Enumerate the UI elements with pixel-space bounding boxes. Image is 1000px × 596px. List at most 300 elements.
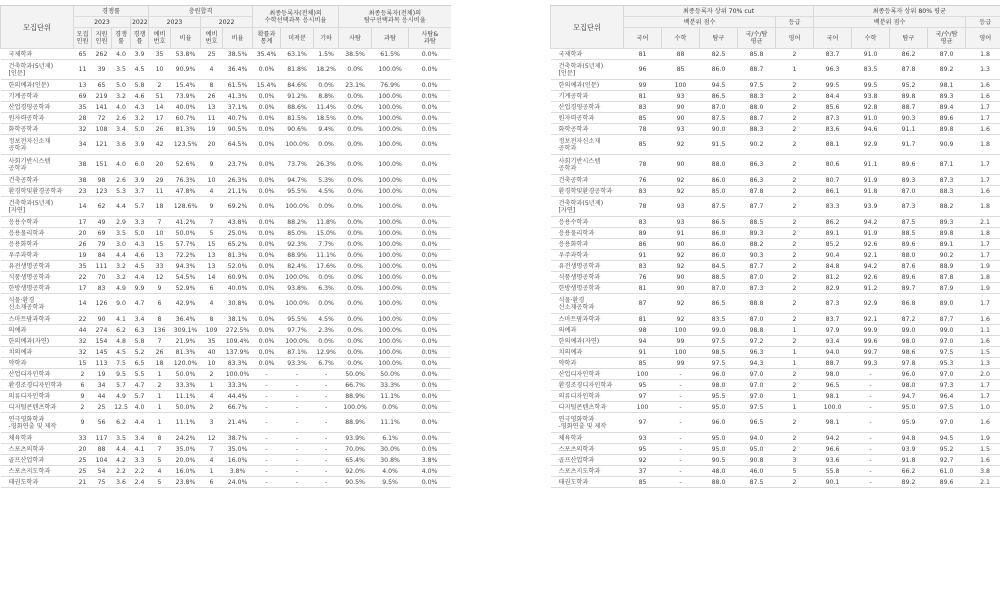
table-cell: 90: [662, 113, 700, 124]
table-cell: 0.0%: [253, 124, 281, 135]
table-cell: 4.5: [131, 60, 149, 80]
table-row: [1, 102, 451, 113]
table-cell: 97: [624, 391, 662, 402]
table-cell: 97.0: [738, 391, 776, 402]
table-cell: 100.0%: [281, 336, 314, 347]
table-cell: 11.1%: [314, 250, 339, 261]
table-cell: 90.3: [890, 113, 928, 124]
table-cell: 2: [776, 217, 814, 228]
table-cell: 98.6: [890, 347, 928, 358]
table-cell: 88.9%: [339, 391, 372, 402]
table-cell: 35: [74, 102, 92, 113]
table-cell: -: [662, 466, 700, 477]
table-cell: 1.7: [966, 113, 1000, 124]
table-cell: 128.6%: [171, 197, 201, 217]
table-cell: 2: [776, 369, 814, 380]
table-row: [551, 261, 1000, 272]
table-cell: 100.0%: [372, 102, 409, 113]
table-cell: 69.2%: [223, 197, 253, 217]
table-cell: 17.6%: [314, 261, 339, 272]
table-cell: 6: [149, 294, 171, 314]
table-cell: 4.5%: [314, 314, 339, 325]
table-cell: 94.7: [890, 391, 928, 402]
table-cell: 0.0%: [409, 433, 451, 444]
table-cell: 0.0%: [253, 91, 281, 102]
table-cell: 5.3%: [314, 175, 339, 186]
table-cell: 2: [776, 477, 814, 488]
table-cell: 99: [662, 358, 700, 369]
unit-name: 태권도학과: [551, 477, 624, 488]
table-cell: 5.3: [112, 186, 131, 197]
table-cell: 35.4%: [253, 49, 281, 60]
table-cell: 2: [776, 314, 814, 325]
table-cell: 1.6: [966, 124, 1000, 135]
table-cell: -: [253, 380, 281, 391]
table-cell: 84.5: [700, 261, 738, 272]
table-cell: 0.0%: [339, 60, 372, 80]
table-cell: 15.4%: [253, 80, 281, 91]
table-cell: 1: [776, 325, 814, 336]
unit-name: 골프산업학과: [1, 455, 74, 466]
table-cell: 4.8: [112, 336, 131, 347]
table-cell: 2: [776, 272, 814, 283]
table-cell: 88: [662, 49, 700, 60]
table-cell: 93.6: [814, 455, 852, 466]
table-cell: 6: [201, 477, 223, 488]
unit-name: 화학공학과: [551, 124, 624, 135]
table-cell: 4.0: [112, 155, 131, 175]
column-header: 국어: [624, 28, 662, 49]
table-cell: 2.0: [966, 369, 1000, 380]
table-cell: 38: [74, 175, 92, 186]
table-cell: 33.3%: [372, 380, 409, 391]
table-cell: 87.9: [928, 283, 966, 294]
table-cell: 25: [92, 402, 112, 413]
table-cell: 97.5: [700, 358, 738, 369]
table-row: [1, 135, 451, 155]
table-cell: 2: [74, 402, 92, 413]
table-cell: 90.9%: [171, 60, 201, 80]
table-cell: 94.5: [700, 80, 738, 91]
table-cell: 98.5: [700, 347, 738, 358]
table-row: [1, 197, 451, 217]
table-row: [1, 49, 451, 60]
table-cell: -: [253, 391, 281, 402]
table-cell: 65: [92, 80, 112, 91]
table-cell: 89.4: [928, 102, 966, 113]
percentile-header-80: 백분위 점수: [814, 17, 966, 28]
table-cell: 154: [92, 336, 112, 347]
table-row: [551, 49, 1000, 60]
table-cell: 87.0: [700, 102, 738, 113]
column-header: 국/수/탐 평균: [738, 28, 776, 49]
table-cell: -: [253, 444, 281, 455]
table-cell: 37: [624, 466, 662, 477]
table-cell: 123.5%: [171, 135, 201, 155]
table-cell: 23.1%: [339, 80, 372, 91]
table-cell: 96.0: [890, 369, 928, 380]
table-cell: 44: [74, 325, 92, 336]
table-cell: 2.1: [966, 217, 1000, 228]
table-cell: 33.3%: [223, 380, 253, 391]
table-cell: 0.0%: [253, 175, 281, 186]
table-cell: 85: [624, 358, 662, 369]
table-cell: 1.6: [966, 336, 1000, 347]
table-cell: 98: [624, 325, 662, 336]
table-cell: -: [852, 369, 890, 380]
table-cell: -: [662, 444, 700, 455]
table-cell: 5.7: [112, 380, 131, 391]
table-cell: 109.4%: [223, 336, 253, 347]
column-header: 지원 인원: [92, 28, 112, 49]
table-cell: 0.0%: [339, 336, 372, 347]
table-cell: 82.4%: [281, 261, 314, 272]
table-cell: 0.0%: [409, 369, 451, 380]
unit-name: 환경학및환경공학과: [551, 186, 624, 197]
table-cell: -: [253, 433, 281, 444]
table-cell: 5: [776, 466, 814, 477]
table-cell: 100.0%: [372, 294, 409, 314]
table-cell: 83.5: [852, 60, 890, 80]
table-cell: 87.3: [890, 197, 928, 217]
table-cell: 42.9%: [171, 294, 201, 314]
unit-name: 정보전자신소재 공학과: [551, 135, 624, 155]
table-cell: 88.2: [738, 239, 776, 250]
table-cell: 94.8: [890, 433, 928, 444]
column-header: 미적분: [281, 28, 314, 49]
table-cell: 88.5: [738, 217, 776, 228]
table-cell: 262: [92, 49, 112, 60]
table-cell: 87.0: [738, 314, 776, 325]
table-cell: 81: [624, 91, 662, 102]
table-cell: 89.2: [890, 477, 928, 488]
table-cell: 93: [662, 124, 700, 135]
unit-name: 디지털콘텐츠학과: [1, 402, 74, 413]
table-cell: 92: [662, 250, 700, 261]
table-cell: 95.9: [890, 413, 928, 433]
table-cell: 44.4%: [223, 391, 253, 402]
table-cell: 90.2: [738, 135, 776, 155]
table-cell: -: [253, 466, 281, 477]
table-row: [1, 175, 451, 186]
table-cell: 0.0%: [409, 272, 451, 283]
math-subject-header: 최종등록자(전체)의 수학선택과목 응시비율: [253, 6, 339, 28]
table-cell: 88.3: [738, 124, 776, 135]
table-cell: 86: [624, 239, 662, 250]
table-row: [551, 155, 1000, 175]
table-cell: 61.5%: [372, 49, 409, 60]
table-cell: 9.9: [131, 283, 149, 294]
table-cell: 0.0%: [409, 91, 451, 102]
table-cell: 29: [149, 175, 171, 186]
table-cell: 1: [149, 391, 171, 402]
table-cell: 86.3: [738, 155, 776, 175]
admission-stats-table: [0, 5, 451, 488]
table-cell: -: [253, 402, 281, 413]
table-cell: 3.5: [112, 228, 131, 239]
table-cell: 90.1: [814, 477, 852, 488]
table-cell: 89.6: [928, 477, 966, 488]
column-header: 경쟁 률: [112, 28, 131, 49]
table-cell: 274: [92, 325, 112, 336]
table-cell: 96.5: [738, 413, 776, 433]
table-cell: 6.2: [112, 325, 131, 336]
table-cell: 99.9: [852, 325, 890, 336]
table-cell: 57.7%: [171, 239, 201, 250]
table-cell: 15.0%: [314, 228, 339, 239]
table-cell: 89.3: [928, 91, 966, 102]
table-cell: 35: [74, 261, 92, 272]
table-cell: 25.0%: [223, 228, 253, 239]
table-row: [1, 228, 451, 239]
table-cell: 7: [201, 444, 223, 455]
table-cell: 9: [74, 391, 92, 402]
table-cell: 1.6: [966, 413, 1000, 433]
table-cell: 0.0%: [409, 186, 451, 197]
table-cell: 22: [74, 314, 92, 325]
table-cell: 7.7%: [314, 239, 339, 250]
table-cell: 0.0%: [339, 135, 372, 155]
table-cell: -: [314, 433, 339, 444]
table-cell: 92.3%: [281, 239, 314, 250]
table-cell: 0.0%: [409, 294, 451, 314]
table-cell: 0.0%: [339, 325, 372, 336]
unit-name: 우주과학과: [1, 250, 74, 261]
table-cell: 0.0%: [409, 80, 451, 91]
table-row: [551, 283, 1000, 294]
table-cell: 120.0%: [171, 358, 201, 369]
table-cell: 4.0: [112, 49, 131, 60]
table-cell: 46.0: [738, 466, 776, 477]
table-cell: 7: [149, 336, 171, 347]
table-cell: 3.6: [112, 477, 131, 488]
table-cell: 86.5: [700, 294, 738, 314]
table-cell: -: [852, 380, 890, 391]
table-cell: 14: [149, 102, 171, 113]
table-cell: -: [314, 413, 339, 433]
unit-name: 유전생명공학과: [1, 261, 74, 272]
table-cell: 9.0: [112, 294, 131, 314]
year-2022-pass: 2022: [201, 17, 253, 28]
table-cell: 33: [149, 261, 171, 272]
table-row: [1, 347, 451, 358]
table-cell: 81: [624, 283, 662, 294]
table-cell: 0.0%: [409, 60, 451, 80]
table-cell: 95.0: [890, 402, 928, 413]
table-cell: 81.5%: [281, 113, 314, 124]
table-row: [1, 314, 451, 325]
table-cell: 82.9: [814, 283, 852, 294]
table-cell: 88.7: [738, 60, 776, 80]
table-cell: 95.0: [700, 402, 738, 413]
unit-name: 환경조경디자인학과: [551, 380, 624, 391]
table-cell: 95: [624, 380, 662, 391]
unit-name: 한의예과(자연): [551, 336, 624, 347]
table-row: [551, 135, 1000, 155]
table-cell: 95.0: [738, 444, 776, 455]
table-cell: 4.3: [131, 102, 149, 113]
table-cell: 92: [662, 314, 700, 325]
table-cell: 309.1%: [171, 325, 201, 336]
unit-name: 약학과: [551, 358, 624, 369]
table-cell: 1.7: [966, 102, 1000, 113]
table-cell: 88.9%: [281, 250, 314, 261]
table-cell: 1: [149, 402, 171, 413]
table-cell: 76: [624, 272, 662, 283]
table-cell: 97.5: [738, 402, 776, 413]
score-cut-table: [550, 5, 1000, 488]
table-cell: 92: [662, 186, 700, 197]
table-cell: 51: [149, 91, 171, 102]
table-cell: 2: [776, 124, 814, 135]
table-cell: 34: [74, 135, 92, 155]
unit-name: 태권도학과: [1, 477, 74, 488]
table-cell: 2: [776, 113, 814, 124]
table-cell: 89.3: [928, 217, 966, 228]
unit-name: 체육학과: [1, 433, 74, 444]
table-row: [1, 272, 451, 283]
table-cell: 1.8: [966, 197, 1000, 217]
table-cell: 90.6%: [281, 124, 314, 135]
table-cell: 89.3: [890, 175, 928, 186]
table-cell: 35.0%: [171, 444, 201, 455]
table-cell: 23.8%: [171, 477, 201, 488]
table-cell: 88.5: [890, 228, 928, 239]
table-cell: 61.5%: [223, 80, 253, 91]
table-cell: 32: [74, 347, 92, 358]
unit-name: 산업디자인학과: [551, 369, 624, 380]
table-cell: 35.0%: [223, 444, 253, 455]
table-cell: 95.5%: [281, 314, 314, 325]
table-cell: 0.0%: [339, 272, 372, 283]
table-cell: 83.6: [814, 124, 852, 135]
table-cell: 12: [149, 272, 171, 283]
table-cell: 2: [776, 49, 814, 60]
table-cell: 0.0%: [409, 358, 451, 369]
table-cell: -: [314, 466, 339, 477]
table-cell: 92: [662, 175, 700, 186]
table-cell: 17: [74, 283, 92, 294]
unit-name: 응용화학과: [1, 239, 74, 250]
table-cell: 6.7%: [314, 358, 339, 369]
table-cell: 0.0%: [339, 197, 372, 217]
table-cell: 65.4%: [339, 455, 372, 466]
table-cell: 95.5%: [281, 186, 314, 197]
table-cell: 100.0%: [339, 402, 372, 413]
table-row: [551, 250, 1000, 261]
table-cell: 0.0%: [314, 272, 339, 283]
table-cell: 97.0: [738, 380, 776, 391]
table-row: [551, 358, 1000, 369]
table-cell: 4.3: [131, 239, 149, 250]
table-cell: 1.5%: [314, 49, 339, 60]
table-cell: 5.5: [131, 369, 149, 380]
table-cell: 1.9: [966, 261, 1000, 272]
table-row: [1, 325, 451, 336]
table-cell: 4.0: [131, 402, 149, 413]
table-cell: 32: [74, 124, 92, 135]
table-cell: 99.5: [814, 80, 852, 91]
table-cell: 6.0: [131, 155, 149, 175]
table-row: [1, 369, 451, 380]
table-cell: 100.0%: [372, 155, 409, 175]
table-cell: 92.1: [852, 250, 890, 261]
table-cell: -: [281, 466, 314, 477]
table-cell: 95.0: [700, 433, 738, 444]
table-cell: 76: [624, 175, 662, 186]
table-row: [1, 250, 451, 261]
table-cell: 99.5: [852, 80, 890, 91]
table-cell: 81.3%: [171, 347, 201, 358]
table-row: [1, 413, 451, 433]
table-cell: 92: [662, 135, 700, 155]
table-cell: 87.6: [890, 261, 928, 272]
table-cell: -: [281, 391, 314, 402]
table-cell: 11.8%: [314, 217, 339, 228]
table-cell: 40.0%: [171, 102, 201, 113]
table-cell: 2: [149, 80, 171, 91]
table-cell: 2: [201, 402, 223, 413]
table-cell: 97: [624, 413, 662, 433]
table-cell: 4.4: [131, 413, 149, 433]
table-cell: -: [852, 444, 890, 455]
table-cell: 54.5%: [171, 272, 201, 283]
table-cell: 89.6: [890, 272, 928, 283]
table-cell: 92: [624, 455, 662, 466]
table-cell: 69: [92, 228, 112, 239]
table-cell: 89.1: [928, 239, 966, 250]
table-row: [551, 314, 1000, 325]
table-cell: 3.4: [112, 124, 131, 135]
table-cell: 92.0%: [339, 466, 372, 477]
column-header: 탐구: [890, 28, 928, 49]
table-row: [551, 272, 1000, 283]
table-cell: 90.3: [738, 250, 776, 261]
unit-name: 스포츠지도학과: [1, 466, 74, 477]
table-cell: 24.0%: [223, 477, 253, 488]
table-cell: 87.5: [700, 197, 738, 217]
table-cell: 87.8: [738, 186, 776, 197]
table-cell: 66.2: [890, 466, 928, 477]
unit-name: 치의예과: [551, 347, 624, 358]
unit-name: 기계공학과: [551, 91, 624, 102]
table-cell: 97.0: [928, 413, 966, 433]
table-cell: 94.6: [852, 124, 890, 135]
table-cell: 21.9%: [171, 336, 201, 347]
table-cell: 0.0%: [314, 80, 339, 91]
unit-name: 유전생명공학과: [551, 261, 624, 272]
table-cell: 8: [201, 80, 223, 91]
table-cell: 0.0%: [339, 113, 372, 124]
table-cell: 62: [92, 197, 112, 217]
unit-name: 스포츠지도학과: [551, 466, 624, 477]
table-cell: 6: [201, 283, 223, 294]
table-row: [551, 413, 1000, 433]
table-cell: 0.0%: [314, 197, 339, 217]
table-cell: 44: [92, 391, 112, 402]
table-cell: 92.9: [852, 294, 890, 314]
table-cell: 14: [201, 272, 223, 283]
table-cell: 43.8%: [223, 217, 253, 228]
table-cell: 3.4: [131, 314, 149, 325]
unit-name: 스포츠의학과: [1, 444, 74, 455]
table-cell: 0.0%: [409, 239, 451, 250]
table-cell: 89.2: [928, 60, 966, 80]
table-cell: 151: [92, 155, 112, 175]
column-header: 경쟁 률: [131, 28, 149, 49]
table-cell: 14: [74, 294, 92, 314]
table-cell: 20.0%: [171, 455, 201, 466]
